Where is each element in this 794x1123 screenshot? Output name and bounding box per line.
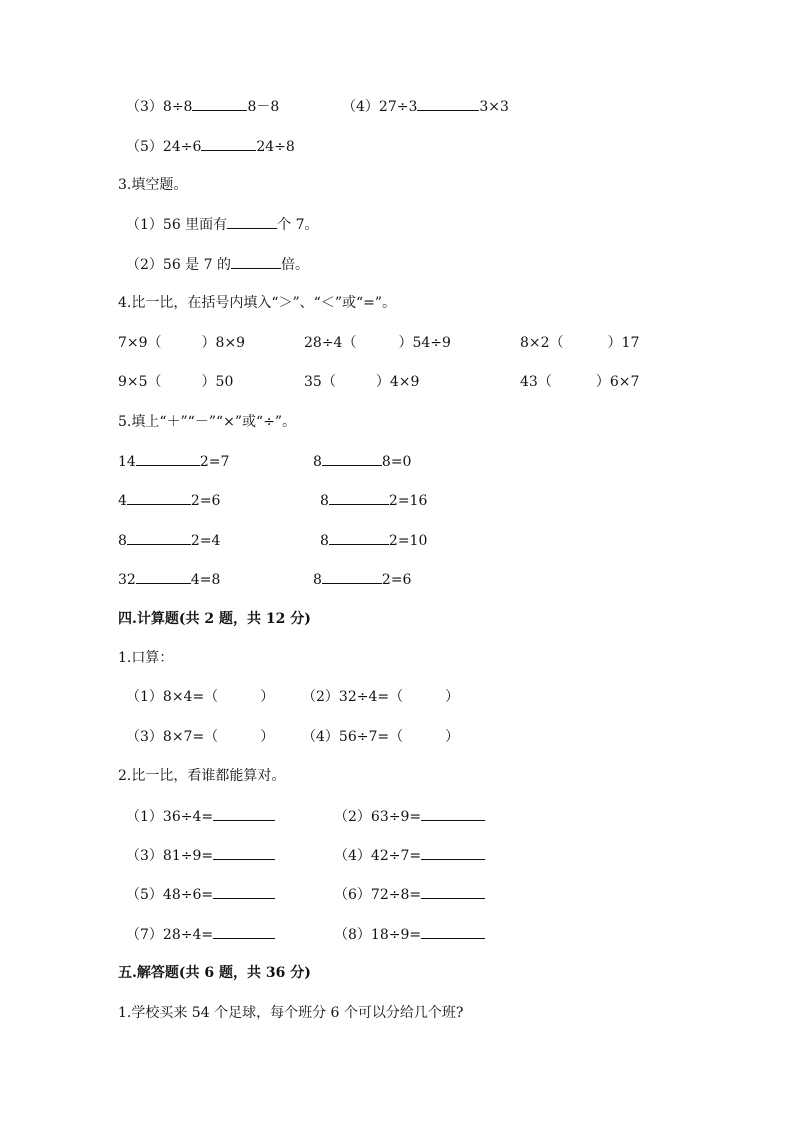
fill-item-2-text: （2）56 是 7 的 [126,257,231,273]
answer-blank[interactable] [227,214,277,229]
calc-expr: （5）48÷6= [126,887,214,903]
compare-paren-item [304,372,419,392]
answer-blank[interactable] [421,845,485,860]
compare-item-3-left: （3）8÷8 [126,99,193,115]
operand-left: 32 [118,572,136,588]
answer-blank[interactable] [213,924,275,939]
paren-right-expr: ）6×7 [595,374,640,390]
calc-expr: （4）42÷7= [334,848,422,864]
operand-left: 14 [118,454,136,470]
compare-paren-item [118,372,233,392]
part-4-heading: 四.计算题(共 2 题，共 12 分) [118,611,311,627]
section-4-title: 4.比一比，在括号内填入“＞”、“＜”或“=”。 [118,295,397,311]
part-5-heading: 五.解答题(共 6 题，共 36 分) [118,965,311,981]
answer-blank[interactable] [421,924,485,939]
paren-right-expr: ）8×9 [201,335,246,351]
operand-left: 8 [118,533,127,549]
oral-calc-item [126,727,274,747]
paren-close: ） [445,689,460,705]
paren-close: ） [260,689,275,705]
operand-left: 4 [118,493,127,509]
oral-calc-item [302,687,459,707]
answer-blank[interactable] [421,884,485,899]
operator-blank[interactable] [127,530,191,545]
operator-blank[interactable] [322,569,382,584]
compare-item-5-right: 24÷8 [256,139,295,155]
paren-right-expr: ）50 [201,374,234,390]
answer-blank[interactable] [231,254,281,269]
answer-blank[interactable] [213,806,275,821]
operator-blank[interactable] [136,451,200,466]
operand-right: 2=10 [388,533,428,549]
calc-item [126,845,275,866]
compare-item-3 [126,96,279,117]
compare-paren-item [520,333,639,353]
calc-expr: （2）63÷9= [334,809,422,825]
operand-left: 8 [313,454,322,470]
operator-item [313,451,411,472]
part-4-q2-title: 2.比一比，看谁都能算对。 [118,768,286,784]
operator-item [320,490,427,511]
oral-calc-expr: （4）56÷7=（ [302,729,404,745]
answer-blank[interactable] [421,806,485,821]
paren-left-expr: 7×9（ [118,335,162,351]
paren-right-expr: ）17 [607,335,640,351]
operator-item [118,490,220,511]
paren-left-expr: 35（ [304,374,336,390]
section-5-title: 5.填上“＋”“－”“×”或“÷”。 [118,414,297,430]
paren-left-expr: 8×2（ [520,335,564,351]
answer-blank[interactable] [192,96,247,111]
paren-left-expr: 43（ [520,374,552,390]
oral-calc-expr: （2）32÷4=（ [302,689,404,705]
calc-expr: （3）81÷9= [126,848,214,864]
oral-calc-item [126,687,274,707]
calc-item [334,924,485,945]
operand-right: 8=0 [381,454,412,470]
fill-item-2 [126,254,309,275]
fill-item-1-text: （1）56 里面有 [126,217,228,233]
compare-paren-item [520,372,639,392]
calc-expr: （8）18÷9= [334,927,422,943]
compare-item-4-left: （4）27÷3 [342,99,418,115]
operator-item [118,569,220,590]
compare-paren-item [304,333,451,353]
operator-blank[interactable] [322,451,382,466]
calc-item [126,884,275,905]
operator-blank[interactable] [329,490,389,505]
paren-close: ） [445,729,460,745]
fill-item-1 [126,214,319,235]
compare-item-5-left: （5）24÷6 [126,139,202,155]
calc-item [334,884,485,905]
compare-item-5 [126,136,295,157]
operator-blank[interactable] [136,569,191,584]
operand-right: 2=6 [190,493,221,509]
calc-expr: （6）72÷8= [334,887,422,903]
operator-item [118,451,229,472]
operand-left: 8 [320,493,329,509]
calc-item [126,924,275,945]
paren-right-expr: ）54÷9 [398,335,451,351]
paren-left-expr: 9×5（ [118,374,162,390]
operator-item [313,569,411,590]
oral-calc-expr: （1）8×4=（ [126,689,219,705]
answer-blank[interactable] [201,136,256,151]
paren-close: ） [260,729,275,745]
compare-paren-item [118,333,245,353]
operator-item [320,530,427,551]
compare-item-4 [342,96,509,117]
answer-blank[interactable] [213,845,275,860]
operand-right: 4=8 [190,572,221,588]
operand-right: 2=4 [190,533,221,549]
part-4-q1-title: 1.口算： [118,650,174,666]
operand-right: 2=6 [381,572,412,588]
oral-calc-expr: （3）8×7=（ [126,729,219,745]
paren-right-expr: ）4×9 [375,374,420,390]
calc-item [334,845,485,866]
operator-item [118,530,220,551]
calc-expr: （7）28÷4= [126,927,214,943]
answer-blank[interactable] [213,884,275,899]
calc-item [126,806,275,827]
answer-blank[interactable] [417,96,479,111]
oral-calc-item [302,727,459,747]
operand-right: 2=16 [388,493,428,509]
paren-left-expr: 28÷4（ [304,335,357,351]
fill-item-1-tail: 个 7。 [277,217,319,233]
operand-left: 8 [313,572,322,588]
compare-item-3-right: 8－8 [247,99,280,115]
operator-blank[interactable] [329,530,389,545]
operand-right: 2=7 [199,454,230,470]
calc-item [334,806,485,827]
word-problem-1: 1.学校买来 54 个足球，每个班分 6 个可以分给几个班? [118,1005,464,1021]
operand-left: 8 [320,533,329,549]
section-3-title: 3.填空题。 [118,177,188,193]
operator-blank[interactable] [127,490,191,505]
calc-expr: （1）36÷4= [126,809,214,825]
fill-item-2-tail: 倍。 [280,257,309,273]
compare-item-4-right: 3×3 [479,99,509,115]
